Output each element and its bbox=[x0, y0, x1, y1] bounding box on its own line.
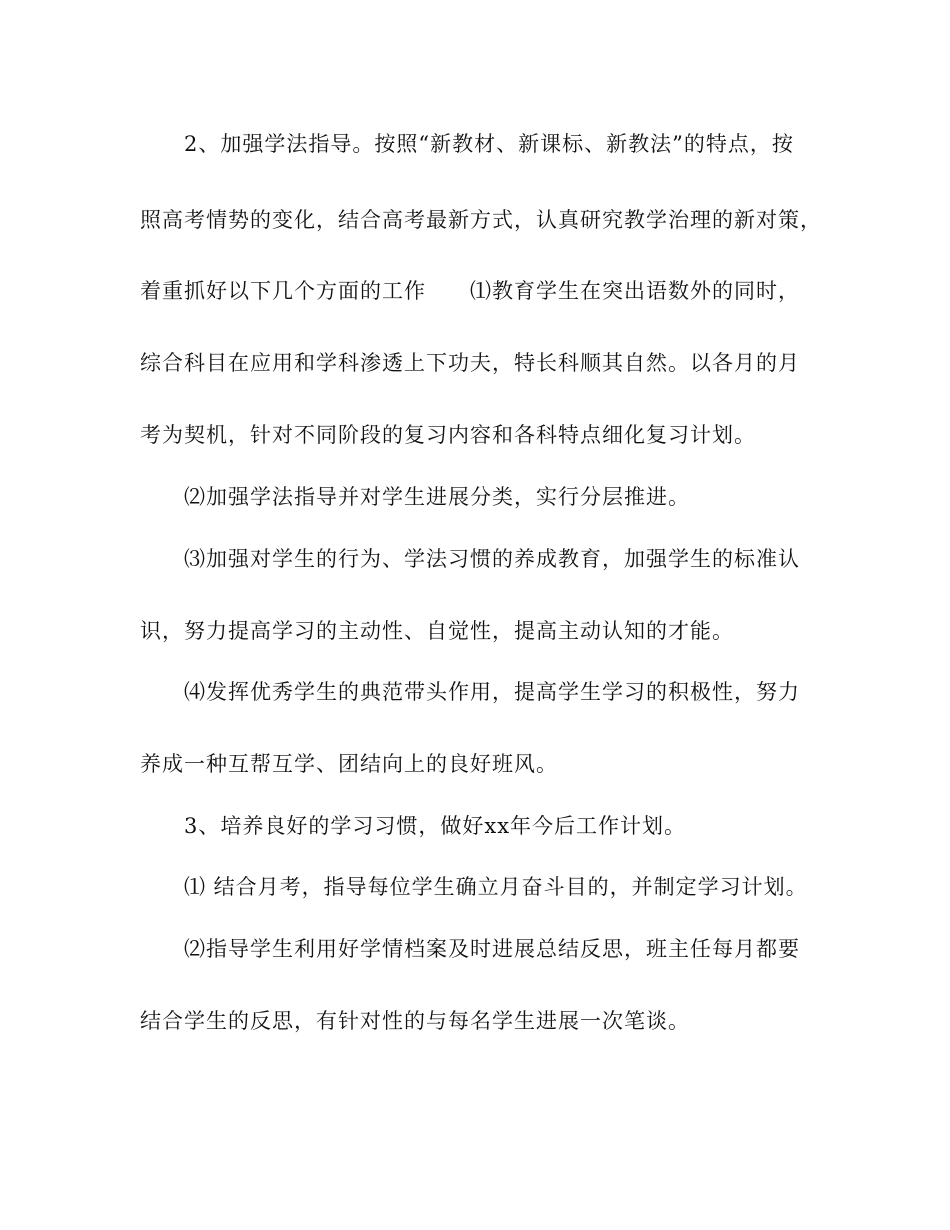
text-line-5: 考为契机，针对不同阶段的复习内容和各科特点细化复习计划。 bbox=[140, 423, 756, 447]
text-line-10: 养成一种互帮互学、团结向上的良好班风。 bbox=[140, 752, 558, 776]
text-line-4: 综合科目在应用和学科渗透上下功夫，特长科顺其自然。以各月的月 bbox=[140, 351, 800, 375]
text-line-2: 照高考情势的变化，结合高考最新方式，认真研究教学治理的新对策， bbox=[140, 208, 822, 232]
text-line-1: 2、加强学法指导。按照“新教材、新课标、新教法”的特点，按 bbox=[184, 132, 794, 156]
text-line-6: ⑵加强学法指导并对学生进展分类，实行分层推进。 bbox=[184, 485, 690, 509]
text-line-3: 着重抓好以下几个方面的工作 ⑴教育学生在突出语数外的同时， bbox=[140, 279, 800, 303]
text-line-9: ⑷发挥优秀学生的典范带头作用，提高学生学习的积极性，努力 bbox=[184, 680, 800, 704]
text-line-13: ⑵指导学生利用好学情档案及时进展总结反思，班主任每月都要 bbox=[184, 937, 800, 961]
text-line-8: 识，努力提高学习的主动性、自觉性，提高主动认知的才能。 bbox=[140, 619, 734, 643]
text-line-14: 结合学生的反思，有针对性的与每名学生进展一次笔谈。 bbox=[140, 1009, 690, 1033]
text-line-7: ⑶加强对学生的行为、学法习惯的养成教育，加强学生的标准认 bbox=[184, 547, 800, 571]
text-line-12: ⑴ 结合月考，指导每位学生确立月奋斗目的，并制定学习计划。 bbox=[184, 875, 808, 899]
text-line-11: 3、培养良好的学习习惯，做好xx年今后工作计划。 bbox=[184, 814, 687, 838]
